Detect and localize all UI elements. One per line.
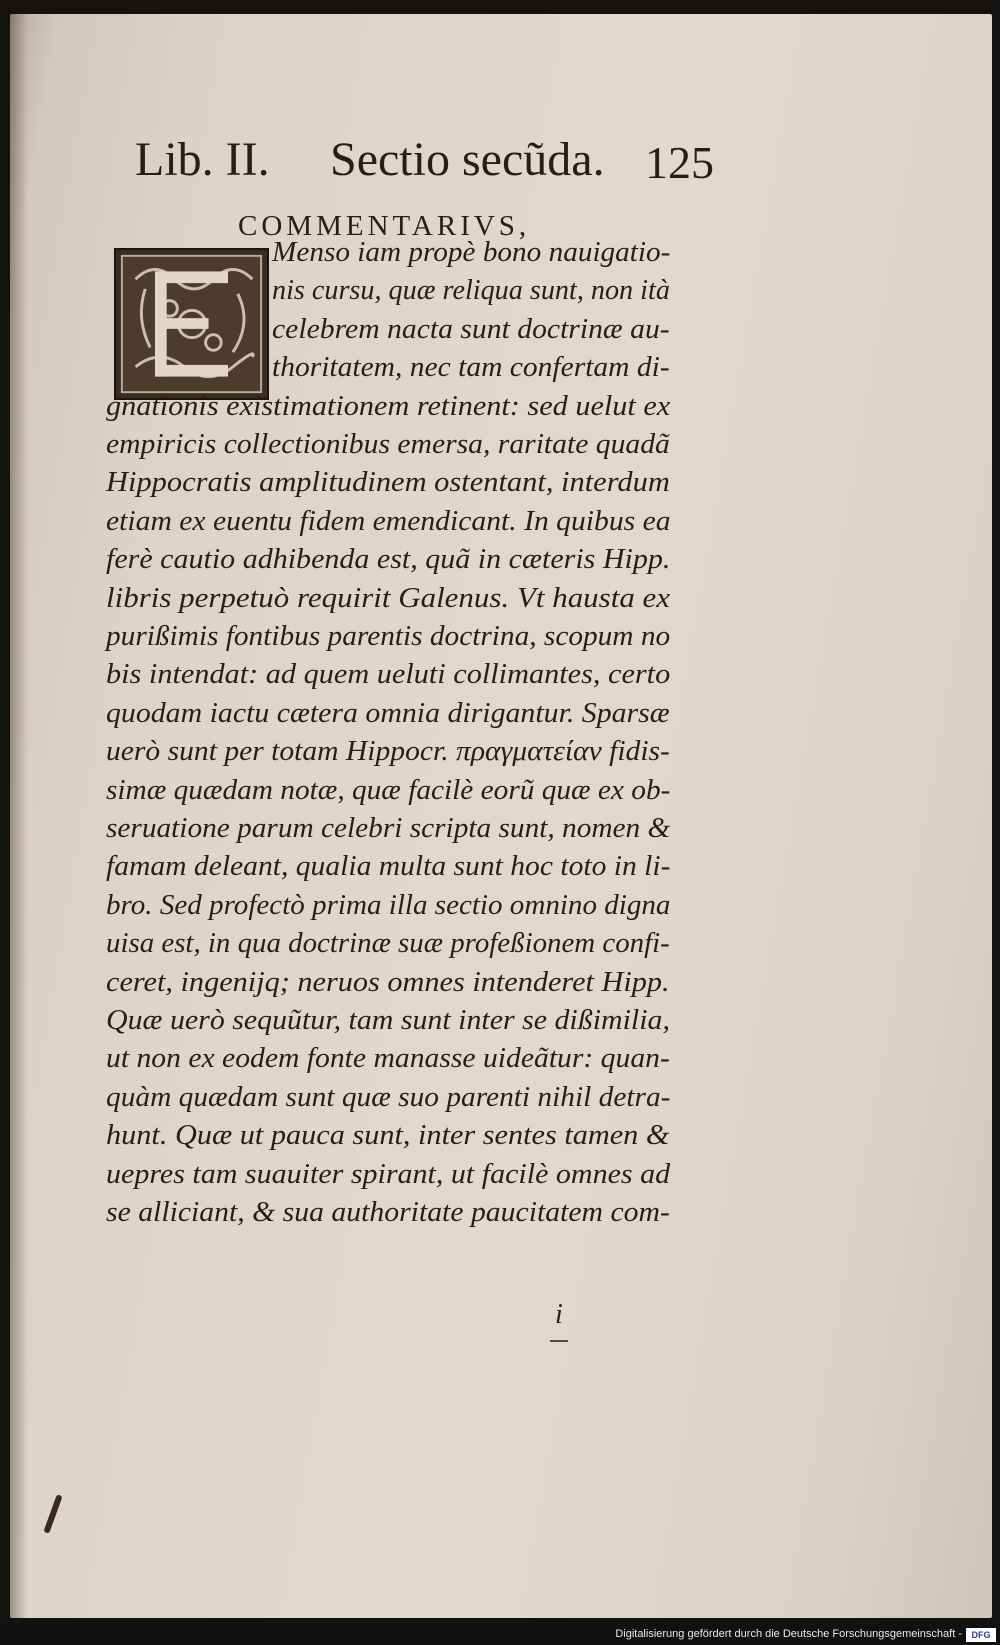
- text-line: se alliciant, & sua authoritate paucitatem com-: [106, 1196, 670, 1228]
- text-line: uerò sunt per totam Hippocr. πραγματείαν fidis-: [106, 735, 670, 768]
- catchword-rule: [550, 1340, 568, 1342]
- text-line: ut non ex eodem fonte manasse uideãtur: quan-: [106, 1042, 670, 1075]
- text-line: purißimis fontibus parentis doctrina, scopum no: [106, 620, 671, 652]
- text-line: ceret, ingenijq; neruos omnes intenderet Hipp.: [106, 965, 670, 998]
- text-line: empiricis collectionibus emersa, raritate quadã: [106, 428, 670, 460]
- text-line: uepres tam suauiter spirant, ut facilè omnes ad: [106, 1157, 671, 1190]
- text-line: thoritatem, nec tam confertam di-: [272, 351, 670, 384]
- footer-credit: Digitalisierung gefördert durch die Deutsche Forschungsgemeinschaft -: [615, 1628, 962, 1640]
- margin-mark: [43, 1494, 62, 1534]
- initial-ornament: [116, 250, 267, 398]
- text-line: nis cursu, quæ reliqua sunt, non ità: [272, 274, 670, 307]
- text-line: quàm quædam sunt quæ suo parenti nihil detra-: [106, 1080, 671, 1113]
- text-line: etiam ex euentu fidem emendicant. In quibus ea: [106, 504, 671, 537]
- text-line: bro. Sed profectò prima illa sectio omnino digna: [106, 888, 671, 921]
- text-line: ferè cautio adhibenda est, quã in cæteris Hipp.: [106, 543, 671, 576]
- decorated-initial-icon: [114, 248, 269, 400]
- catchword: i: [555, 1299, 563, 1330]
- text-line: famam deleant, qualia multa sunt hoc toto in li-: [106, 850, 671, 883]
- text-line: libris perpetuò requirit Galenus. Vt hausta ex: [106, 581, 671, 614]
- book-label: Lib. II.: [135, 133, 270, 186]
- page-number: 125: [645, 137, 714, 188]
- section-title: Sectio secũda.: [330, 133, 605, 186]
- running-header: [135, 132, 715, 202]
- commentary-heading: COMMENTARIVS,: [238, 210, 531, 242]
- text-line: Menso iam propè bono nauigatio-: [272, 236, 671, 268]
- digitization-footer: [0, 1626, 1000, 1645]
- text-line: gnationis existimationem retinent: sed uelut ex: [106, 389, 671, 422]
- text-line: hunt. Quæ ut pauca sunt, inter sentes tamen &: [106, 1119, 670, 1152]
- text-line: celebrem nacta sunt doctrinæ au-: [272, 312, 670, 345]
- text-line: uisa est, in qua doctrinæ suæ profeßionem confi-: [106, 927, 670, 960]
- text-line: quodam iactu cætera omnia dirigantur. Sparsæ: [106, 696, 670, 729]
- text-line: simæ quædam notæ, quæ facilè eorũ quæ ex ob-: [106, 773, 671, 806]
- dfg-logo-icon: DFG: [966, 1628, 996, 1642]
- text-line: Quæ uerò sequũtur, tam sunt inter se dißimilia,: [106, 1004, 670, 1036]
- text-line: Hippocratis amplitudinem ostentant, interdum: [106, 466, 670, 499]
- book-page: [10, 14, 992, 1618]
- text-line: seruatione parum celebri scripta sunt, nomen &: [106, 812, 671, 844]
- text-line: bis intendat: ad quem ueluti collimantes, certo: [106, 658, 671, 691]
